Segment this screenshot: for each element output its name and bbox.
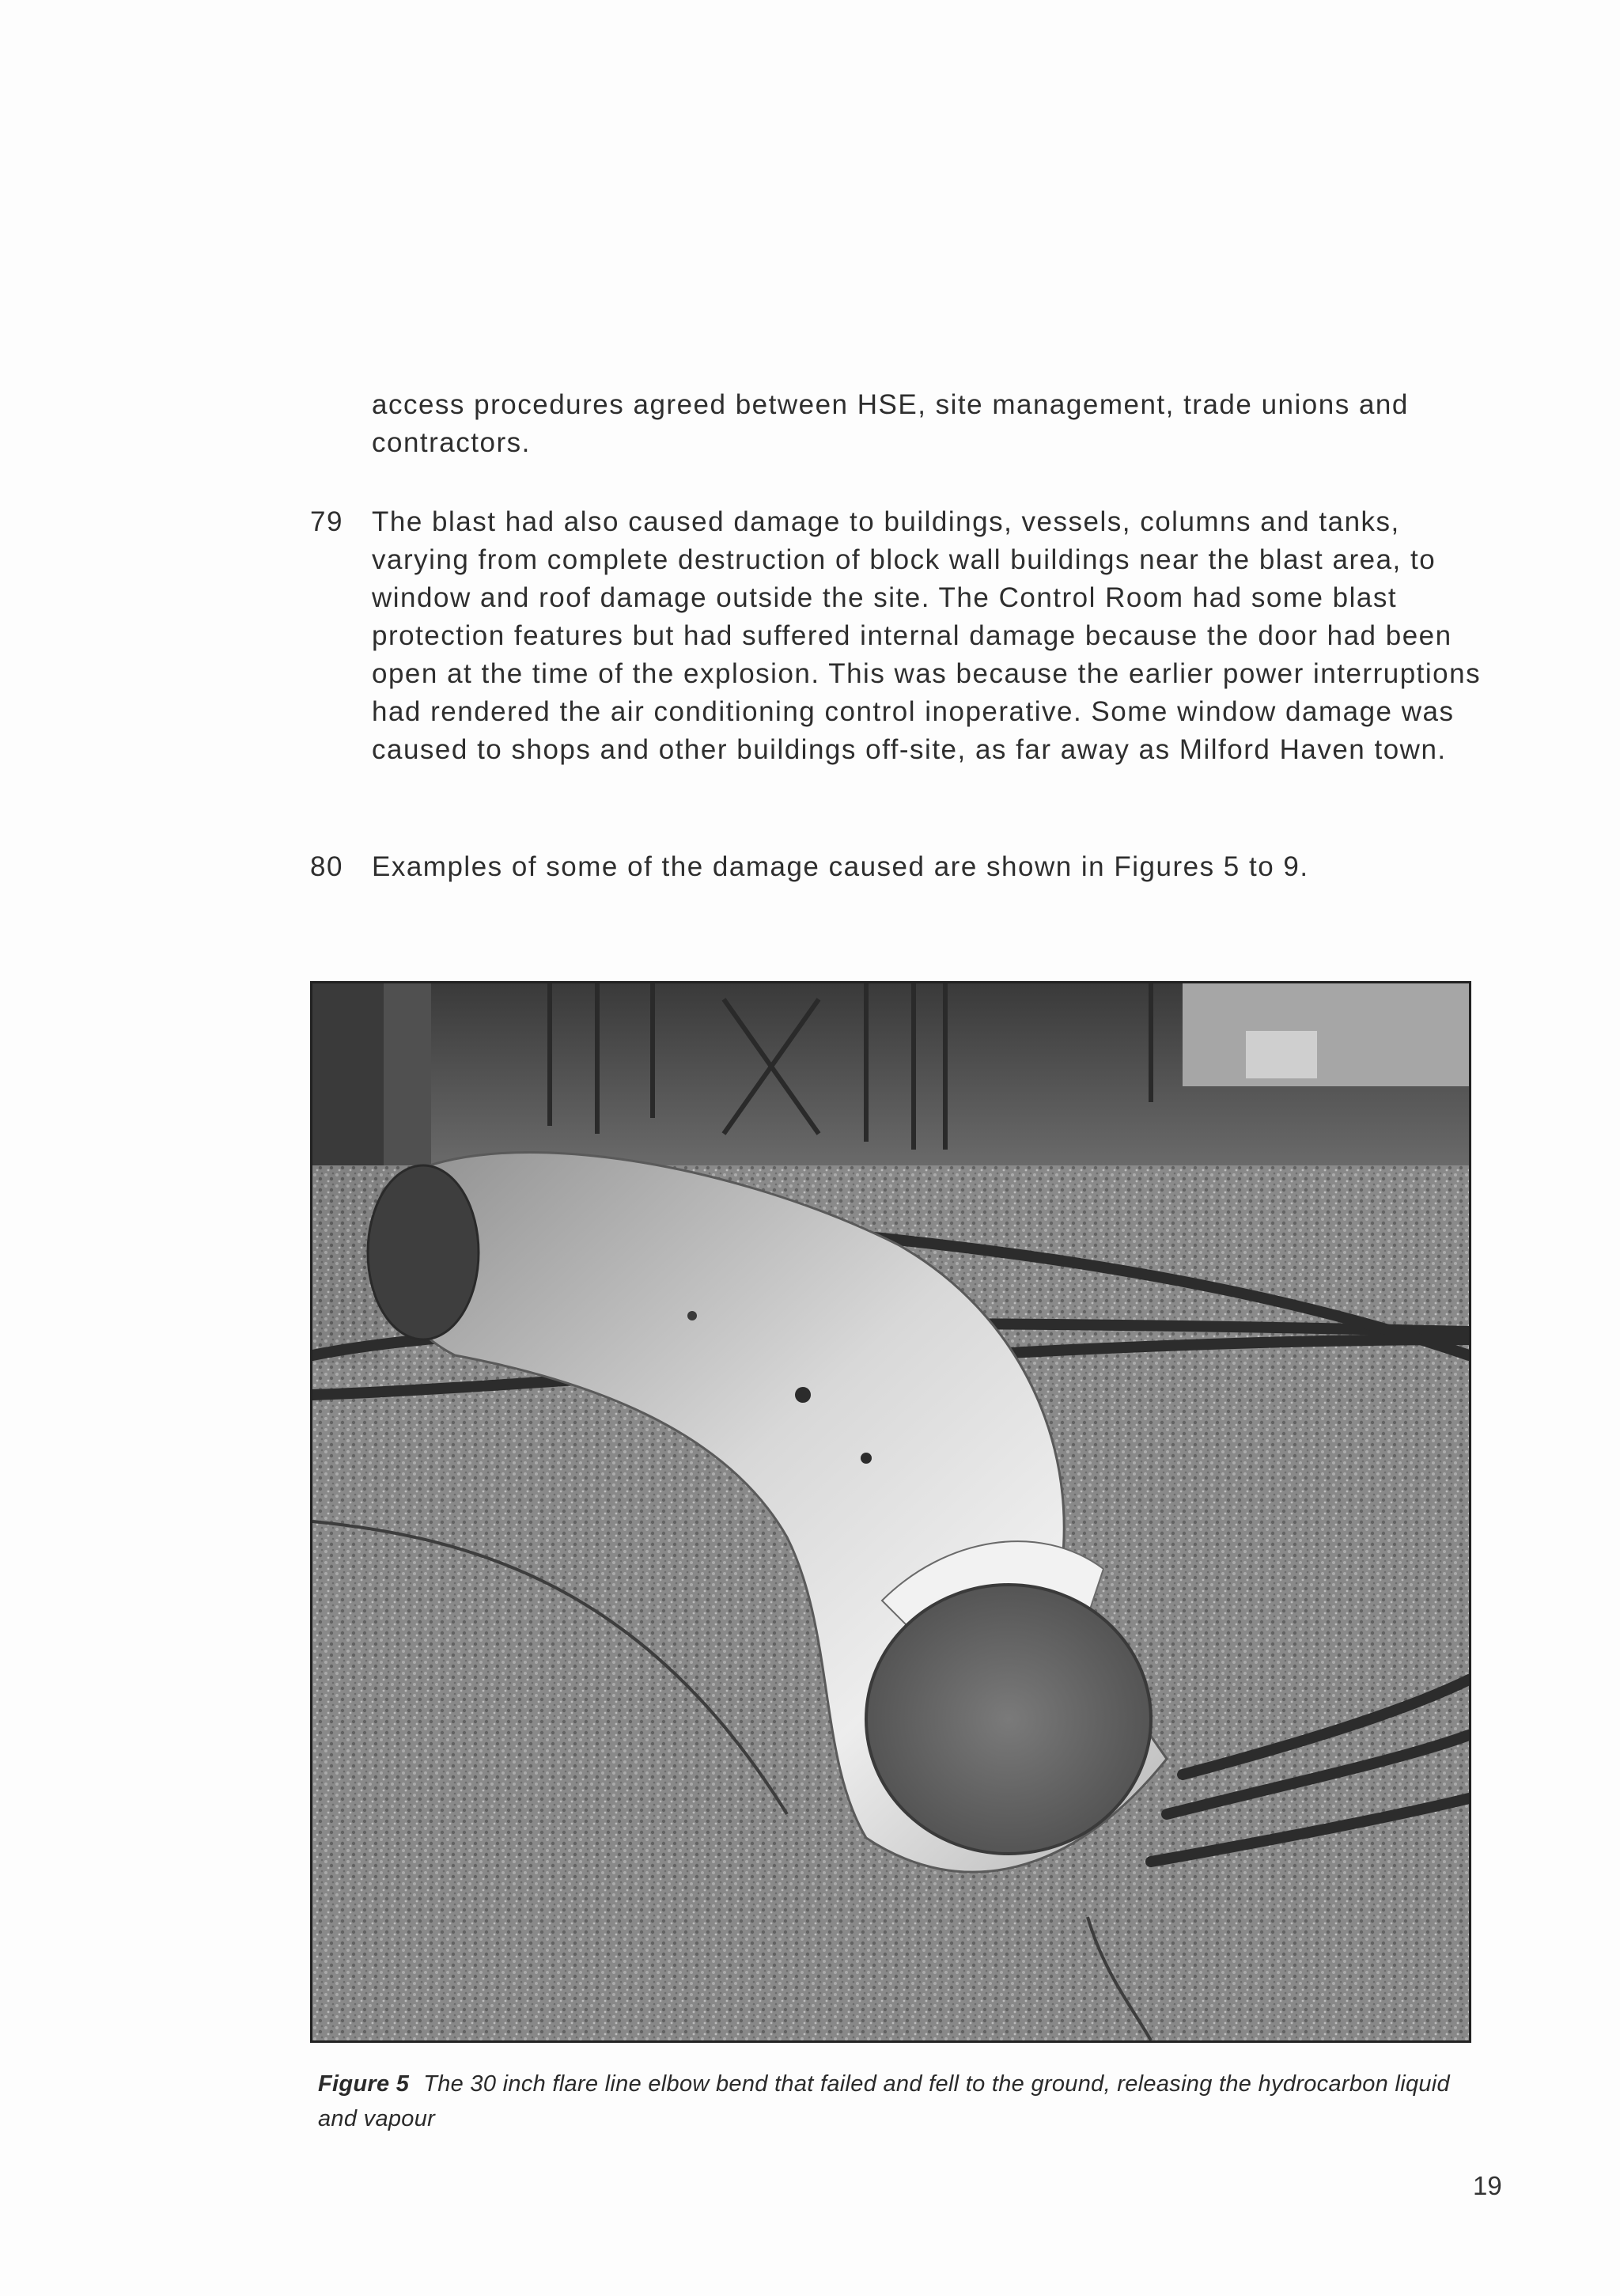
figure-photo: [310, 981, 1471, 2043]
paragraph-text: The blast had also caused damage to buildings, vessels, columns and tanks, varying from complete destruction of block wall buildings near the blast area, to window and roof damage outside the site. The Control Room had some blast protection features but had suffered internal damage because the door had been open at the time of the explosion. This was because the earlier power interruptions had rendered the air conditioning control inoperative. Some window damage was caused to shops and other buildings off-site, as far away as Milford Haven town.: [372, 506, 1482, 765]
paragraph-continued: [372, 386, 1495, 462]
paragraph-number: 80: [310, 851, 343, 882]
paragraph-number: 79: [310, 506, 343, 537]
page-number: 19: [1473, 2171, 1502, 2200]
paragraph-text: Examples of some of the damage caused are shown in Figures 5 to 9.: [372, 851, 1309, 882]
figure-caption-text: The 30 inch flare line elbow bend that failed and fell to the ground, releasing the hydrocarbon liquid and vapour: [318, 2071, 1450, 2131]
paragraph-text: access procedures agreed between HSE, site management, trade unions and contractors.: [372, 389, 1409, 458]
flare-line-elbow-photo: [312, 983, 1469, 2040]
figure-caption: [318, 2067, 1457, 2136]
figure-label: Figure 5: [318, 2071, 410, 2097]
